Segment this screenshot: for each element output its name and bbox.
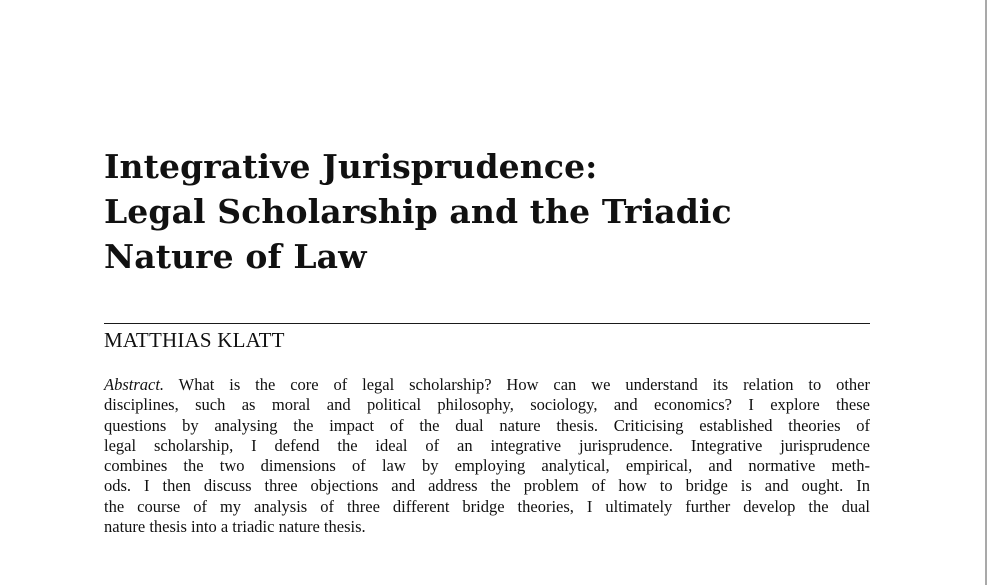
abstract-line: legal scholarship, I defend the ideal of an integrative jurisprudence. Integrative jurisprudence bbox=[104, 435, 870, 455]
abstract-text: What is the core of legal scholarship? How can we understand its relation to other bbox=[164, 375, 870, 394]
abstract-line: disciplines, such as moral and political philosophy, sociology, and economics? I explore these bbox=[104, 395, 870, 415]
abstract-line: the course of my analysis of three different bridge theories, I ultimately further develop the dual bbox=[104, 496, 870, 516]
abstract-line: ods. I then discuss three objections and address the problem of how to bridge is and ought. In bbox=[104, 476, 870, 496]
title-line: Legal Scholarship and the Triadic bbox=[104, 192, 732, 231]
page-edge-divider bbox=[985, 0, 987, 585]
title-rule bbox=[104, 323, 870, 324]
title-line: Integrative Jurisprudence: bbox=[104, 147, 598, 186]
abstract-label: Abstract. bbox=[104, 375, 165, 394]
title-line: Nature of Law bbox=[104, 237, 367, 276]
author-name: MATTHIAS KLATT bbox=[104, 328, 285, 352]
abstract-line: questions by analysing the impact of the dual nature thesis. Criticising established theories of bbox=[104, 415, 870, 435]
abstract bbox=[104, 375, 870, 537]
abstract-line bbox=[104, 375, 870, 395]
article-title bbox=[104, 144, 864, 279]
abstract-line: combines the two dimensions of law by employing analytical, empirical, and normative meth- bbox=[104, 456, 870, 476]
abstract-line: nature thesis into a triadic nature thesis. bbox=[104, 517, 366, 537]
